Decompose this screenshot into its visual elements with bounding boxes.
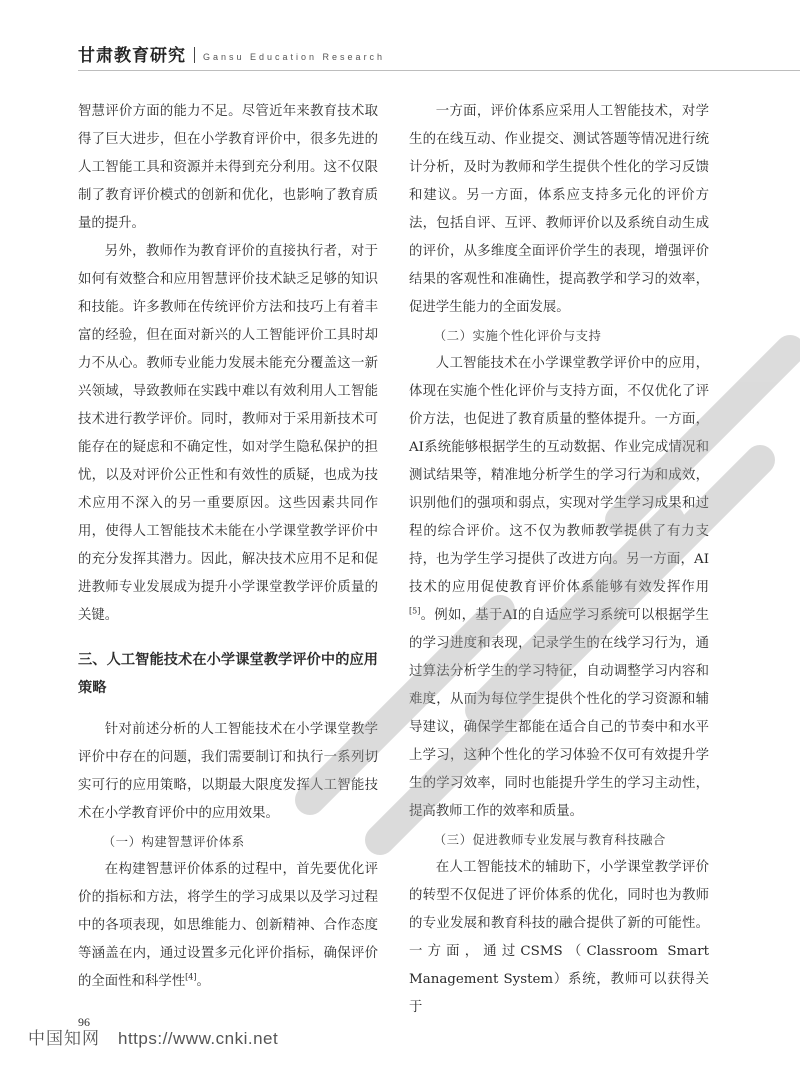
page-number: 96 xyxy=(78,1015,90,1029)
paragraph-tail: 。 xyxy=(196,974,210,989)
header-divider xyxy=(194,47,195,63)
section-heading: 三、人工智能技术在小学课堂教学评价中的应用策略 xyxy=(78,652,378,696)
cnki-logo[interactable]: 中国知网 xyxy=(28,1029,100,1048)
cnki-url[interactable]: https://www.cnki.net xyxy=(118,1029,279,1048)
paragraph xyxy=(409,350,709,826)
citation-ref[interactable]: [4] xyxy=(185,972,197,982)
subheading: （三）促进教师专业发展与教育科技融合 xyxy=(433,832,666,847)
left-column xyxy=(78,98,378,996)
header-rule xyxy=(78,70,800,71)
paragraph xyxy=(78,856,378,996)
subheading: （二）实施个性化评价与支持 xyxy=(433,328,602,343)
paragraph: 另外，教师作为教育评价的直接执行者，对于如何有效整合和应用智慧评价技术缺乏足够的知识和技能。许多教师在传统评价方法和技巧上有着丰富的经验，但在面对新兴的人工智能评价工具时却力不从心。教师专业能力发展未能充分覆盖这一新兴领域，导致教师在实践中难以有效利用人工智能技术进行教学评价。同时，教师对于采用新技术可能存在的疑虑和不确定性，如对学生隐私保护的担忧，以及对评价公正性和有效性的质疑，也成为技术应用不深入的另一重要原因。这些因素共同作用，使得人工智能技术未能在小学课堂教学评价中的充分发挥其潜力。因此，解决技术应用不足和促进教师专业发展成为提升小学课堂教学评价质量的关键。 xyxy=(78,244,378,623)
journal-title-cn: 甘肃教育研究 xyxy=(78,46,186,66)
journal-header xyxy=(78,38,385,66)
paragraph: 一方面，评价体系应采用人工智能技术，对学生的在线互动、作业提交、测试答题等情况进行统计分析，及时为教师和学生提供个性化的学习反馈和建议。另一方面，体系应支持多元化的评价方法，包括自评、互评、教师评价以及系统自动生成的评价，从多维度全面评价学生的表现，增强评价结果的客观性和准确性，提高教学和学习的效率，促进学生能力的全面发展。 xyxy=(409,104,709,315)
paragraph: 智慧评价方面的能力不足。尽管近年来教育技术取得了巨大进步，但在小学教育评价中，很多先进的人工智能工具和资源并未得到充分利用。这不仅限制了教育评价模式的创新和优化，也影响了教育质量的提升。 xyxy=(78,104,378,231)
paragraph-text: 在构建智慧评价体系的过程中，首先要优化评价的指标和方法，将学生的学习成果以及学习过程中的各项表现，如思维能力、创新精神、合作态度等涵盖在内，通过设置多元化评价指标，确保评价的全面性和科学性 xyxy=(78,862,378,989)
journal-title-en: Gansu Education Research xyxy=(203,52,386,62)
subheading: （一）构建智慧评价体系 xyxy=(102,834,245,849)
paragraph: 针对前述分析的人工智能技术在小学课堂教学评价中存在的问题，我们需要制订和执行一系列切实可行的应用策略，以期最大限度发挥人工智能技术在小学教育评价中的应用效果。 xyxy=(78,722,378,821)
right-column xyxy=(409,98,709,1022)
paragraph: 在人工智能技术的辅助下，小学课堂教学评价的转型不仅促进了评价体系的优化，同时也为教师的专业发展和教育科技的融合提供了新的可能性。一方面，通过CSMS（Classroom Smart Management System）系统，教师可以获得关于 xyxy=(409,860,709,1015)
paragraph-text: 人工智能技术在小学课堂教学评价中的应用，体现在实施个性化评价与支持方面，不仅优化了评价方法，也促进了教育质量的整体提升。一方面，AI系统能够根据学生的互动数据、作业完成情况和测试结果等，精准地分析学生的学习行为和成效，识别他们的强项和弱点，实现对学生学习成果和过程的综合评价。这不仅为教师教学提供了有力支持，也为学生学习提供了改进方向。另一方面，AI技术的应用促使教育评价体系能够有效发挥作用 xyxy=(409,356,709,595)
citation-ref[interactable]: [5] xyxy=(409,606,421,616)
paragraph-text: 。例如，基于AI的自适应学习系统可以根据学生的学习进度和表现，记录学生的在线学习行为，通过算法分析学生的学习特征，自动调整学习内容和难度，从而为每位学生提供个性化的学习资源和辅导建议，确保学生都能在适合自己的节奏中和水平上学习，这种个性化的学习体验不仅可有效提升学生的学习效率，同时也能提升学生的学习主动性，提高教师工作的效率和质量。 xyxy=(409,608,709,819)
footer xyxy=(28,1024,278,1049)
